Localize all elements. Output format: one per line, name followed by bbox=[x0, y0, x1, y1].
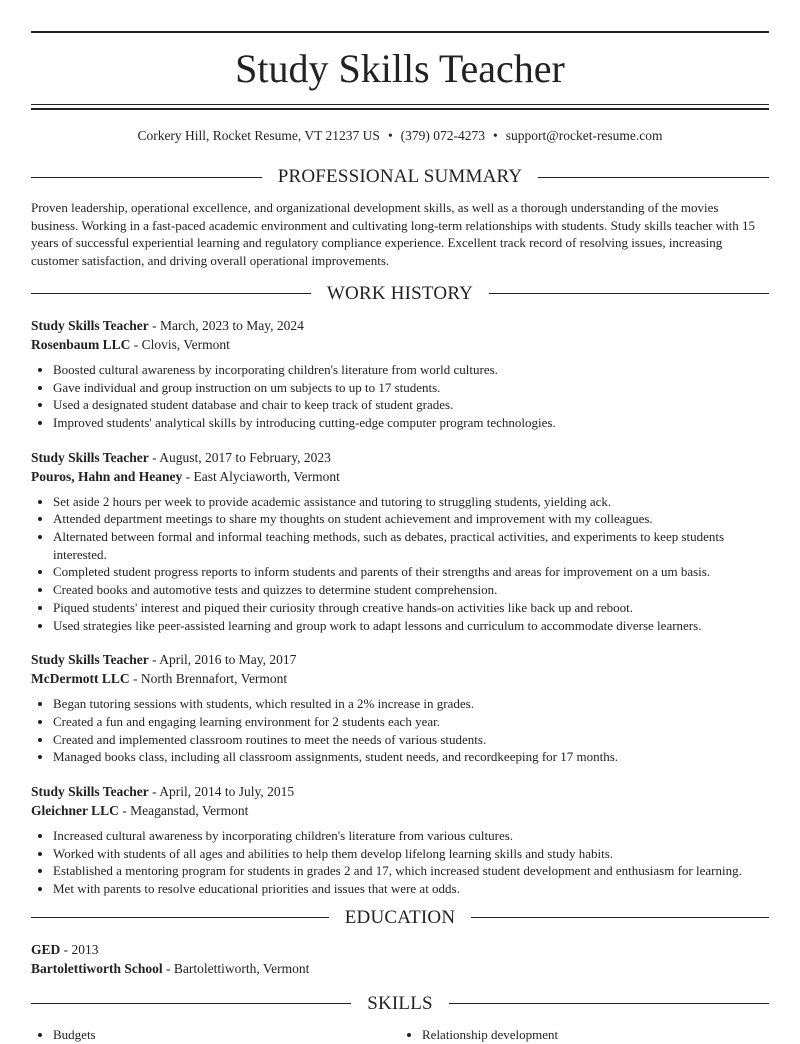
company-location: - East Alyciaworth, Vermont bbox=[182, 468, 340, 484]
company-name: Pouros, Hahn and Heaney bbox=[31, 468, 183, 484]
company-location: - Clovis, Vermont bbox=[130, 336, 230, 352]
section-header-work bbox=[31, 282, 769, 306]
contact-address: Corkery Hill, Rocket Resume, VT 21237 US bbox=[137, 128, 380, 143]
job-bullet: • Used strategies like peer-assisted learning and group work to adapt lessons and curriculum to accommodate diverse learners. bbox=[53, 617, 769, 635]
job-bullet: • Met with parents to resolve educational priorities and issues that were at odds. bbox=[53, 880, 769, 898]
job-bullet: • Established a mentoring program for students in grades 2 and 17, which increased student development and enthusiasm for learning. bbox=[53, 862, 769, 880]
job-bullet: • Increased cultural awareness by incorporating children's literature from various cultures. bbox=[53, 827, 769, 845]
job-bullet: • Attended department meetings to share my thoughts on student achievement and improvement with my colleagues. bbox=[53, 510, 769, 528]
title-double-rule bbox=[31, 104, 769, 110]
job-title: Study Skills Teacher bbox=[31, 317, 149, 333]
job-dates: - April, 2016 to May, 2017 bbox=[148, 652, 297, 668]
separator: • bbox=[493, 128, 498, 143]
job-dates: - August, 2017 to February, 2023 bbox=[148, 449, 331, 465]
job-bullets bbox=[31, 493, 769, 635]
section-title: PROFESSIONAL SUMMARY bbox=[277, 166, 523, 187]
job-entry bbox=[31, 782, 769, 898]
company-location: - North Brennafort, Vermont bbox=[129, 671, 288, 687]
school: Bartolettiworth School bbox=[31, 960, 163, 976]
job-bullets bbox=[31, 361, 769, 432]
job-bullet: • Created books and automotive tests and quizzes to determine student comprehension. bbox=[53, 581, 769, 599]
company-location: - Meaganstad, Vermont bbox=[118, 803, 249, 819]
job-title: Study Skills Teacher bbox=[31, 449, 149, 465]
section-header-education bbox=[31, 906, 769, 930]
section-title: EDUCATION bbox=[344, 906, 456, 928]
degree: GED bbox=[31, 941, 61, 957]
work-history bbox=[31, 316, 769, 898]
job-bullets bbox=[31, 827, 769, 898]
contact-phone: (379) 072-4273 bbox=[400, 128, 486, 143]
job-title: Study Skills Teacher bbox=[31, 784, 149, 800]
job-dates: - April, 2014 to July, 2015 bbox=[148, 784, 295, 800]
job-bullet: • Completed student progress reports to inform students and parents of their strengths and areas for improvement on a um basis. bbox=[53, 563, 769, 581]
job-bullet: • Improved students' analytical skills by introducing cutting-edge computer program technologies. bbox=[53, 414, 769, 432]
separator: • bbox=[387, 128, 393, 143]
top-rule bbox=[31, 31, 769, 33]
school-location: - Bartolettiworth, Vermont bbox=[162, 960, 310, 976]
contact-line bbox=[31, 127, 769, 145]
section-title: WORK HISTORY bbox=[326, 282, 474, 304]
job-bullets bbox=[31, 695, 769, 766]
skill-item: • Budgets bbox=[53, 1026, 400, 1044]
job-bullet: • Began tutoring sessions with students, which resulted in a 2% increase in grades. bbox=[53, 695, 769, 713]
job-entry bbox=[31, 448, 769, 635]
job-entry bbox=[31, 650, 769, 766]
summary-text: Proven leadership, operational excellence, and organizational development skills, as well as a thorough understanding of the movies business. Working in a fast-paced academic environment and cultivating long-term relationships with students. Study skills teacher with 15 years of successful experiential learning and regulatory compliance experience. Excellent track record of resolving issues, increasing customer satisfaction, and driving overall operational improvements. bbox=[31, 200, 756, 269]
job-dates: - March, 2023 to May, 2024 bbox=[148, 317, 304, 333]
job-bullet: • Piqued students' interest and piqued their curiosity through creative hands-on activities like back up and reboot. bbox=[53, 599, 769, 617]
job-bullet: • Alternated between formal and informal teaching methods, such as debates, practical activities, and experiments to keep students interested. bbox=[53, 528, 769, 563]
job-bullet: • Boosted cultural awareness by incorporating children's literature from world cultures. bbox=[53, 361, 769, 379]
job-bullet: • Worked with students of all ages and abilities to help them develop lifelong learning skills and study habits. bbox=[53, 845, 769, 863]
job-bullet: • Managed books class, including all classroom assignments, student needs, and recordkeeping for 17 months. bbox=[53, 748, 769, 766]
job-bullet: • Created a fun and engaging learning environment for 2 students each year. bbox=[53, 713, 769, 731]
job-title: Study Skills Teacher bbox=[31, 652, 149, 668]
resume-title: Study Skills Teacher bbox=[235, 46, 565, 91]
job-bullet: • Set aside 2 hours per week to provide academic assistance and tutoring to struggling students, yielding ack. bbox=[53, 493, 769, 511]
education-entry bbox=[31, 940, 769, 978]
job-bullet: • Used a designated student database and chair to keep track of student grades. bbox=[53, 396, 769, 414]
section-header-summary bbox=[31, 165, 769, 189]
section-title: SKILLS bbox=[367, 992, 433, 1014]
contact-email: support@rocket-resume.com bbox=[505, 128, 663, 143]
company-name: Rosenbaum LLC bbox=[31, 336, 131, 352]
job-bullet: • Gave individual and group instruction on um subjects to up to 17 students. bbox=[53, 379, 769, 397]
job-bullet: • Created and implemented classroom routines to meet the needs of various students. bbox=[53, 731, 769, 749]
company-name: McDermott LLC bbox=[31, 671, 130, 687]
section-header-skills bbox=[31, 992, 769, 1016]
company-name: Gleichner LLC bbox=[31, 803, 119, 819]
education-year: - 2013 bbox=[60, 941, 99, 957]
skill-item: • Relationship development bbox=[422, 1026, 769, 1044]
job-entry bbox=[31, 316, 769, 432]
